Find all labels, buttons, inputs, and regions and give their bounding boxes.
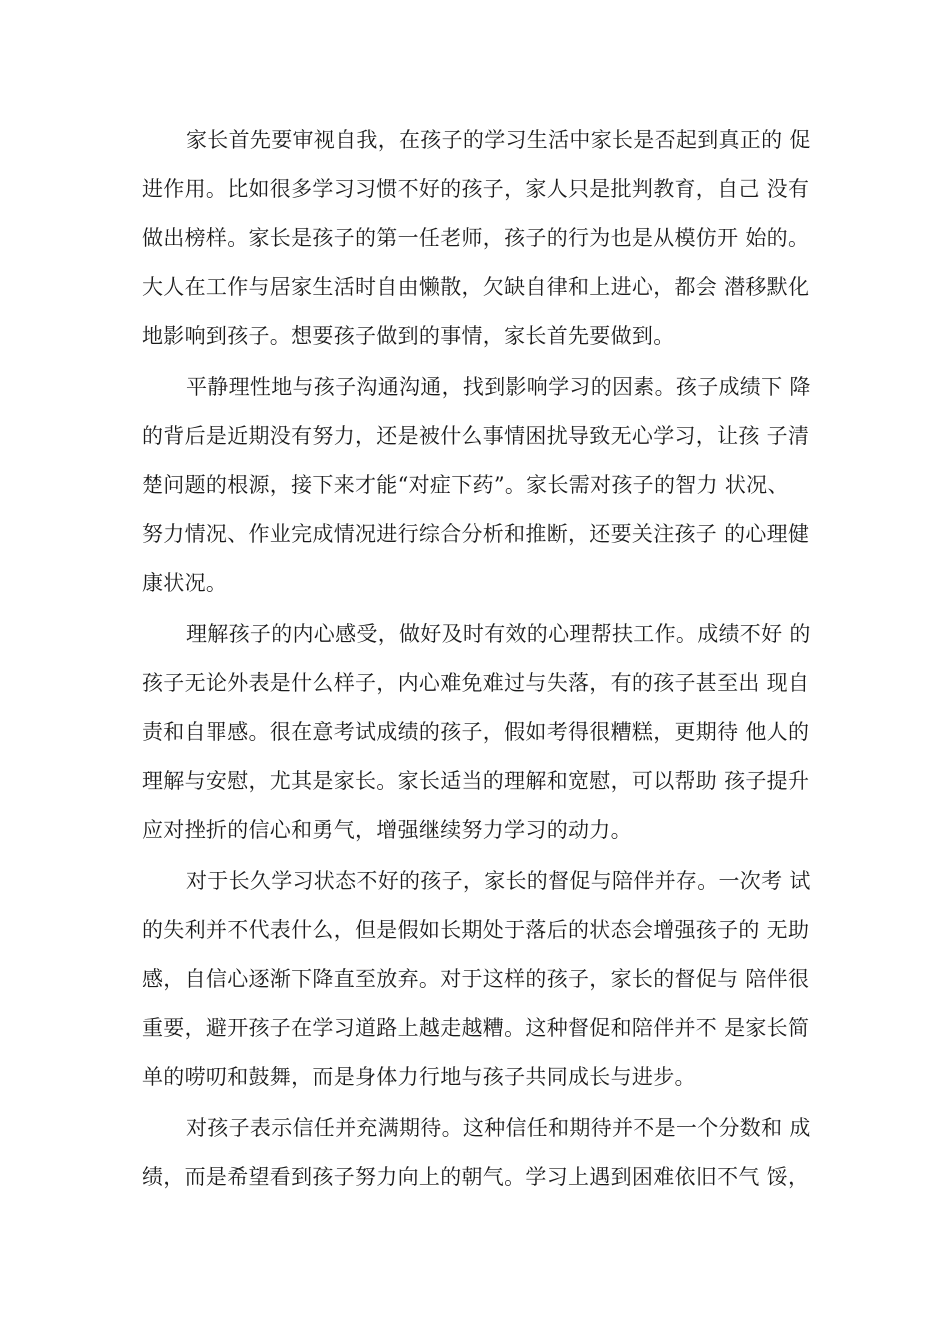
paragraph-4-line-3: 感，自信心逐渐下降直至放弃。对于这样的孩子，家长的督促与 陪伴很 bbox=[142, 967, 810, 991]
paragraph-1-line-5: 地影响到孩子。想要孩子做到的事情，家长首先要做到。 bbox=[142, 324, 675, 348]
paragraph-2-line-4: 努力情况、作业完成情况进行综合分析和推断，还要关注孩子 的心理健 bbox=[142, 522, 810, 546]
paragraph-4-line-1: 对于长久学习状态不好的孩子，家长的督促与陪伴并存。一次考 试 bbox=[186, 869, 811, 893]
paragraph-2-line-2: 的背后是近期没有努力，还是被什么事情困扰导致无心学习，让孩 子清 bbox=[142, 424, 810, 448]
paragraph-4-line-2: 的失利并不代表什么，但是假如长期处于落后的状态会增强孩子的 无助 bbox=[142, 918, 810, 942]
paragraph-2-line-3: 楚问题的根源，接下来才能“对症下药”。家长需对孩子的智力 状况、 bbox=[142, 473, 789, 497]
paragraph-4-line-5: 单的唠叨和鼓舞，而是身体力行地与孩子共同成长与进步。 bbox=[142, 1065, 696, 1089]
paragraph-1-line-4: 大人在工作与居家生活时自由懒散，欠缺自律和上进心，都会 潜移默化 bbox=[142, 275, 810, 299]
paragraph-3-line-2: 孩子无论外表是什么样子，内心难免难过与失落，有的孩子甚至出 现自 bbox=[142, 671, 810, 695]
paragraph-3-line-3: 责和自罪感。很在意考试成绩的孩子，假如考得很糟糕，更期待 他人的 bbox=[142, 720, 810, 744]
paragraph-5-line-1: 对孩子表示信任并充满期待。这种信任和期待并不是一个分数和 成 bbox=[186, 1116, 811, 1140]
paragraph-1-line-2: 进作用。比如很多学习习惯不好的孩子，家人只是批判教育，自己 没有 bbox=[142, 177, 810, 201]
paragraph-5-line-2: 绩，而是希望看到孩子努力向上的朝气。学习上遇到困难依旧不气 馁， bbox=[142, 1165, 810, 1189]
paragraph-1-line-1: 家长首先要审视自我，在孩子的学习生活中家长是否起到真正的 促 bbox=[186, 128, 811, 152]
paragraph-4-line-4: 重要，避开孩子在学习道路上越走越糟。这种督促和陪伴并不 是家长简 bbox=[142, 1016, 810, 1040]
paragraph-3-line-5: 应对挫折的信心和勇气，增强继续努力学习的动力。 bbox=[142, 818, 632, 842]
paragraph-1-line-3: 做出榜样。家长是孩子的第一任老师，孩子的行为也是从模仿开 始的。 bbox=[142, 226, 810, 250]
paragraph-2-line-5: 康状况。 bbox=[142, 571, 228, 595]
paragraph-3-line-4: 理解与安慰，尤其是家长。家长适当的理解和宽慰，可以帮助 孩子提升 bbox=[142, 769, 810, 793]
paragraph-2-line-1: 平静理性地与孩子沟通沟通，找到影响学习的因素。孩子成绩下 降 bbox=[186, 375, 811, 399]
paragraph-3-line-1: 理解孩子的内心感受，做好及时有效的心理帮扶工作。成绩不好 的 bbox=[186, 622, 811, 646]
